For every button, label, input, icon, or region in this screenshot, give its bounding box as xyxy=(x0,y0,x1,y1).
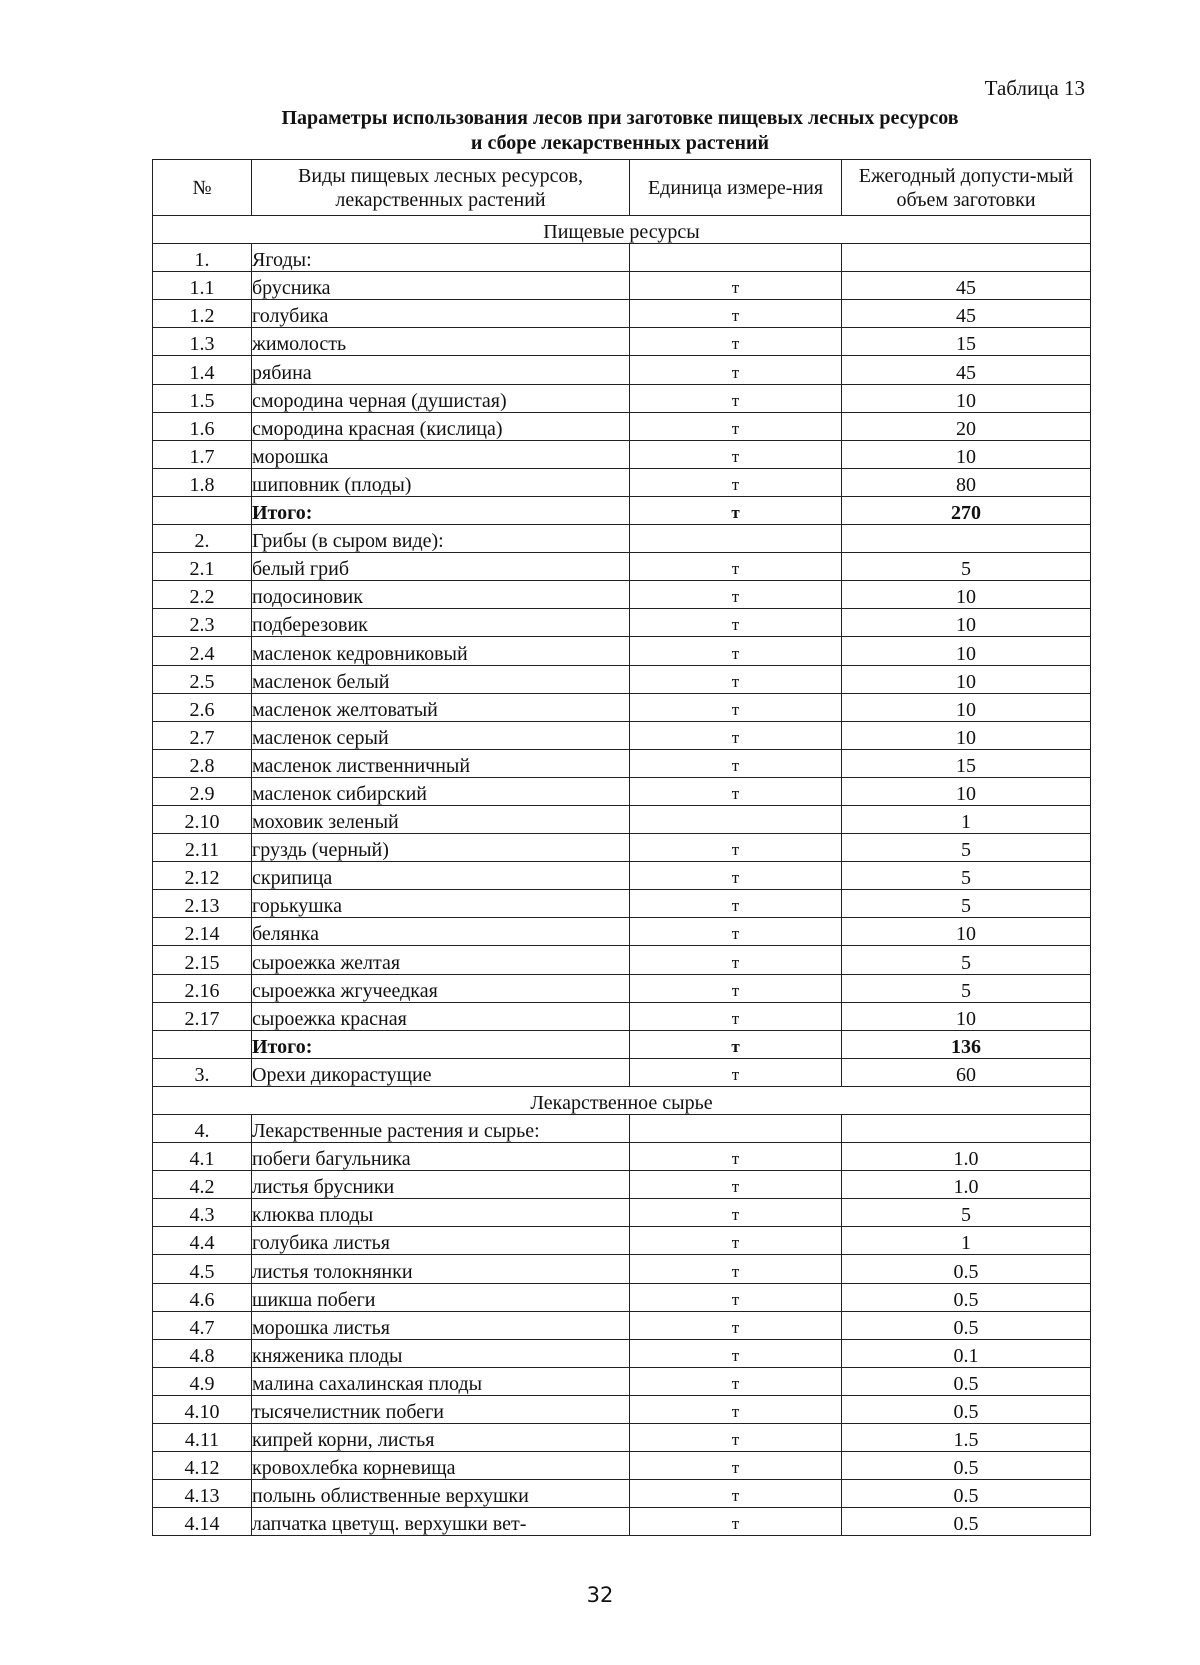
table-row xyxy=(153,1508,1091,1536)
volume-cell: 0.5 xyxy=(842,1311,1091,1339)
volume-cell: 20 xyxy=(842,412,1091,440)
section-heading: Лекарственное сырье xyxy=(153,1086,1091,1114)
volume-cell: 10 xyxy=(842,637,1091,665)
row-number-cell: 2.12 xyxy=(153,862,252,890)
total-row xyxy=(153,496,1091,524)
volume-cell: 136 xyxy=(842,1030,1091,1058)
volume-cell: 45 xyxy=(842,356,1091,384)
unit-cell: т xyxy=(630,1367,842,1395)
row-number-cell: 2.5 xyxy=(153,665,252,693)
unit-cell: т xyxy=(630,1424,842,1452)
row-number-cell: 1.1 xyxy=(153,272,252,300)
resource-name-cell: Итого: xyxy=(252,1030,630,1058)
unit-cell: т xyxy=(630,1255,842,1283)
row-number-cell: 1.3 xyxy=(153,328,252,356)
resource-name-cell: княженика плоды xyxy=(252,1339,630,1367)
row-number-cell: 1.4 xyxy=(153,356,252,384)
unit-cell: т xyxy=(630,693,842,721)
table-row xyxy=(153,440,1091,468)
unit-cell: т xyxy=(630,496,842,524)
volume-cell: 10 xyxy=(842,581,1091,609)
row-number-cell: 2.14 xyxy=(153,918,252,946)
header-row xyxy=(153,160,1091,216)
row-number-cell: 4.14 xyxy=(153,1508,252,1536)
volume-cell: 5 xyxy=(842,553,1091,581)
volume-cell: 10 xyxy=(842,384,1091,412)
unit-cell: т xyxy=(630,890,842,918)
resource-name-cell: Орехи дикорастущие xyxy=(252,1058,630,1086)
table-body xyxy=(153,216,1091,1536)
table-row xyxy=(153,974,1091,1002)
resource-name-cell: брусника xyxy=(252,272,630,300)
table-row xyxy=(153,1058,1091,1086)
resource-name-cell: масленок лиственничный xyxy=(252,749,630,777)
resource-name-cell: рябина xyxy=(252,356,630,384)
unit-cell: т xyxy=(630,300,842,328)
unit-cell: т xyxy=(630,609,842,637)
volume-cell: 5 xyxy=(842,890,1091,918)
volume-cell: 1.0 xyxy=(842,1143,1091,1171)
row-number-cell: 2.3 xyxy=(153,609,252,637)
unit-cell: т xyxy=(630,1480,842,1508)
resource-name-cell: листья толокнянки xyxy=(252,1255,630,1283)
volume-cell: 1 xyxy=(842,805,1091,833)
table-row xyxy=(153,890,1091,918)
table-row xyxy=(153,749,1091,777)
table-row xyxy=(153,553,1091,581)
section-heading-row xyxy=(153,216,1091,244)
row-number-cell: 2.11 xyxy=(153,834,252,862)
volume-cell: 10 xyxy=(842,918,1091,946)
total-row xyxy=(153,1030,1091,1058)
unit-cell: т xyxy=(630,777,842,805)
section-heading: Пищевые ресурсы xyxy=(153,216,1091,244)
resource-name-cell: Итого: xyxy=(252,496,630,524)
unit-cell: т xyxy=(630,1283,842,1311)
volume-cell: 0.1 xyxy=(842,1339,1091,1367)
row-number-cell: 2.15 xyxy=(153,946,252,974)
volume-cell: 10 xyxy=(842,1002,1091,1030)
volume-cell: 5 xyxy=(842,1199,1091,1227)
resource-name-cell: листья брусники xyxy=(252,1171,630,1199)
row-number-cell: 4.6 xyxy=(153,1283,252,1311)
volume-cell: 5 xyxy=(842,862,1091,890)
volume-cell: 10 xyxy=(842,440,1091,468)
table-row xyxy=(153,805,1091,833)
row-number-cell: 2.8 xyxy=(153,749,252,777)
resource-name-cell: масленок белый xyxy=(252,665,630,693)
resource-name-cell: белянка xyxy=(252,918,630,946)
table-row xyxy=(153,1002,1091,1030)
resource-name-cell: сыроежка желтая xyxy=(252,946,630,974)
unit-cell: т xyxy=(630,918,842,946)
table-row xyxy=(153,468,1091,496)
unit-cell: т xyxy=(630,1171,842,1199)
row-number-cell: 2.13 xyxy=(153,890,252,918)
resource-name-cell: сыроежка красная xyxy=(252,1002,630,1030)
resource-name-cell: шикша побеги xyxy=(252,1283,630,1311)
page-number: 32 xyxy=(586,1583,614,1607)
section-heading-row xyxy=(153,1086,1091,1114)
unit-cell: т xyxy=(630,553,842,581)
volume-cell: 45 xyxy=(842,272,1091,300)
resource-name-cell: масленок желтоватый xyxy=(252,693,630,721)
row-number-cell xyxy=(153,1030,252,1058)
row-number-cell: 2.6 xyxy=(153,693,252,721)
table-row xyxy=(153,1395,1091,1423)
unit-cell: т xyxy=(630,1143,842,1171)
unit-cell: т xyxy=(630,1452,842,1480)
resource-name-cell: смородина черная (душистая) xyxy=(252,384,630,412)
table-row xyxy=(153,637,1091,665)
volume-cell: 1 xyxy=(842,1227,1091,1255)
resource-name-cell: побеги багульника xyxy=(252,1143,630,1171)
unit-cell: т xyxy=(630,1395,842,1423)
resource-name-cell: лапчатка цветущ. верхушки вет- xyxy=(252,1508,630,1536)
unit-cell xyxy=(630,525,842,553)
resource-name-cell: шиповник (плоды) xyxy=(252,468,630,496)
row-number-cell: 4.8 xyxy=(153,1339,252,1367)
table-row xyxy=(153,862,1091,890)
volume-cell: 0.5 xyxy=(842,1367,1091,1395)
column-header-unit: Единица измере-ния xyxy=(630,160,842,216)
volume-cell: 0.5 xyxy=(842,1395,1091,1423)
table-row xyxy=(153,777,1091,805)
volume-cell: 10 xyxy=(842,777,1091,805)
row-number-cell: 4.2 xyxy=(153,1171,252,1199)
table-row xyxy=(153,665,1091,693)
resource-name-cell: голубика листья xyxy=(252,1227,630,1255)
resource-name-cell: масленок серый xyxy=(252,721,630,749)
resource-name-cell: горькушка xyxy=(252,890,630,918)
resource-name-cell: жимолость xyxy=(252,328,630,356)
table-row xyxy=(153,1311,1091,1339)
table-row xyxy=(153,525,1091,553)
row-number-cell: 1. xyxy=(153,244,252,272)
column-header-resource-type: Виды пищевых лесных ресурсов, лекарственных растений xyxy=(252,160,630,216)
table-row xyxy=(153,1283,1091,1311)
volume-cell: 45 xyxy=(842,300,1091,328)
resource-name-cell: морошка xyxy=(252,440,630,468)
row-number-cell: 4.12 xyxy=(153,1452,252,1480)
table-title-line-1: Параметры использования лесов при заготовке пищевых лесных ресурсов xyxy=(281,107,959,129)
volume-cell: 0.5 xyxy=(842,1452,1091,1480)
unit-cell: т xyxy=(630,834,842,862)
unit-cell: т xyxy=(630,1030,842,1058)
volume-cell: 270 xyxy=(842,496,1091,524)
row-number-cell: 2.1 xyxy=(153,553,252,581)
unit-cell: т xyxy=(630,1339,842,1367)
row-number-cell: 4.1 xyxy=(153,1143,252,1171)
volume-cell: 15 xyxy=(842,328,1091,356)
table-row xyxy=(153,721,1091,749)
table-row xyxy=(153,1143,1091,1171)
table-row xyxy=(153,946,1091,974)
resource-name-cell: кипрей корни, листья xyxy=(252,1424,630,1452)
row-number-cell: 2.2 xyxy=(153,581,252,609)
row-number-cell: 2. xyxy=(153,525,252,553)
row-number-cell: 2.4 xyxy=(153,637,252,665)
row-number-cell: 4.4 xyxy=(153,1227,252,1255)
row-number-cell: 1.8 xyxy=(153,468,252,496)
volume-cell: 5 xyxy=(842,946,1091,974)
volume-cell: 1.0 xyxy=(842,1171,1091,1199)
volume-cell: 60 xyxy=(842,1058,1091,1086)
resource-name-cell: белый гриб xyxy=(252,553,630,581)
volume-cell: 80 xyxy=(842,468,1091,496)
unit-cell xyxy=(630,1115,842,1143)
table-row xyxy=(153,581,1091,609)
table-row xyxy=(153,1171,1091,1199)
volume-cell: 15 xyxy=(842,749,1091,777)
resource-name-cell: полынь облиственные верхушки xyxy=(252,1480,630,1508)
volume-cell: 0.5 xyxy=(842,1255,1091,1283)
resource-name-cell: Лекарственные растения и сырье: xyxy=(252,1115,630,1143)
resource-name-cell: масленок кедровниковый xyxy=(252,637,630,665)
unit-cell: т xyxy=(630,384,842,412)
unit-cell: т xyxy=(630,637,842,665)
unit-cell: т xyxy=(630,1311,842,1339)
unit-cell: т xyxy=(630,272,842,300)
row-number-cell: 1.7 xyxy=(153,440,252,468)
volume-cell: 10 xyxy=(842,721,1091,749)
volume-cell: 10 xyxy=(842,609,1091,637)
resource-name-cell: подосиновик xyxy=(252,581,630,609)
volume-cell: 1.5 xyxy=(842,1424,1091,1452)
column-header-annual-volume: Ежегодный допусти-мый объем заготовки xyxy=(842,160,1091,216)
table-row xyxy=(153,834,1091,862)
table-title-line-2: и сборе лекарственных растений xyxy=(470,132,770,154)
row-number-cell: 4.10 xyxy=(153,1395,252,1423)
table-row xyxy=(153,693,1091,721)
resource-name-cell: голубика xyxy=(252,300,630,328)
row-number-cell: 2.17 xyxy=(153,1002,252,1030)
volume-cell: 10 xyxy=(842,693,1091,721)
unit-cell: т xyxy=(630,946,842,974)
unit-cell: т xyxy=(630,328,842,356)
table-row xyxy=(153,1480,1091,1508)
unit-cell: т xyxy=(630,1002,842,1030)
table-row xyxy=(153,1367,1091,1395)
table-row xyxy=(153,272,1091,300)
unit-cell: т xyxy=(630,862,842,890)
unit-cell xyxy=(630,805,842,833)
resource-name-cell: морошка листья xyxy=(252,1311,630,1339)
table-row xyxy=(153,1227,1091,1255)
row-number-cell: 1.6 xyxy=(153,412,252,440)
unit-cell: т xyxy=(630,581,842,609)
table-row xyxy=(153,300,1091,328)
table-row xyxy=(153,1452,1091,1480)
unit-cell: т xyxy=(630,665,842,693)
unit-cell xyxy=(630,244,842,272)
volume-cell xyxy=(842,525,1091,553)
table-row xyxy=(153,244,1091,272)
row-number-cell: 4.9 xyxy=(153,1367,252,1395)
unit-cell: т xyxy=(630,1508,842,1536)
unit-cell: т xyxy=(630,749,842,777)
unit-cell: т xyxy=(630,468,842,496)
row-number-cell: 4.13 xyxy=(153,1480,252,1508)
row-number-cell: 2.16 xyxy=(153,974,252,1002)
resource-name-cell: Грибы (в сыром виде): xyxy=(252,525,630,553)
resource-name-cell: кровохлебка корневища xyxy=(252,1452,630,1480)
resource-name-cell: груздь (черный) xyxy=(252,834,630,862)
table-row xyxy=(153,412,1091,440)
table-header xyxy=(153,160,1091,216)
column-header-number: № xyxy=(153,160,252,216)
unit-cell: т xyxy=(630,412,842,440)
row-number-cell: 3. xyxy=(153,1058,252,1086)
row-number-cell: 4.5 xyxy=(153,1255,252,1283)
row-number-cell: 4. xyxy=(153,1115,252,1143)
resource-name-cell: тысячелистник побеги xyxy=(252,1395,630,1423)
unit-cell: т xyxy=(630,440,842,468)
unit-cell: т xyxy=(630,1058,842,1086)
resources-table xyxy=(152,159,1091,1536)
row-number-cell xyxy=(153,496,252,524)
resource-name-cell: малина сахалинская плоды xyxy=(252,1367,630,1395)
row-number-cell: 4.11 xyxy=(153,1424,252,1452)
table-row xyxy=(153,918,1091,946)
volume-cell xyxy=(842,1115,1091,1143)
unit-cell: т xyxy=(630,721,842,749)
resource-name-cell: подберезовик xyxy=(252,609,630,637)
table-row xyxy=(153,1339,1091,1367)
unit-cell: т xyxy=(630,1199,842,1227)
volume-cell: 0.5 xyxy=(842,1480,1091,1508)
table-row xyxy=(153,1115,1091,1143)
volume-cell xyxy=(842,244,1091,272)
row-number-cell: 1.5 xyxy=(153,384,252,412)
unit-cell: т xyxy=(630,974,842,1002)
table-row xyxy=(153,356,1091,384)
unit-cell: т xyxy=(630,1227,842,1255)
table-number-label: Таблица 13 xyxy=(984,76,1085,100)
row-number-cell: 2.10 xyxy=(153,805,252,833)
table-row xyxy=(153,384,1091,412)
table-title xyxy=(150,106,1090,156)
table-row xyxy=(153,328,1091,356)
row-number-cell: 4.3 xyxy=(153,1199,252,1227)
unit-cell: т xyxy=(630,356,842,384)
table-row xyxy=(153,609,1091,637)
resource-name-cell: сыроежка жгучеедкая xyxy=(252,974,630,1002)
resource-name-cell: скрипица xyxy=(252,862,630,890)
volume-cell: 5 xyxy=(842,834,1091,862)
volume-cell: 0.5 xyxy=(842,1508,1091,1536)
resource-name-cell: клюква плоды xyxy=(252,1199,630,1227)
table-row xyxy=(153,1424,1091,1452)
resource-name-cell: Ягоды: xyxy=(252,244,630,272)
resource-name-cell: масленок сибирский xyxy=(252,777,630,805)
row-number-cell: 4.7 xyxy=(153,1311,252,1339)
volume-cell: 5 xyxy=(842,974,1091,1002)
volume-cell: 10 xyxy=(842,665,1091,693)
table-row xyxy=(153,1255,1091,1283)
row-number-cell: 1.2 xyxy=(153,300,252,328)
table-row xyxy=(153,1199,1091,1227)
row-number-cell: 2.7 xyxy=(153,721,252,749)
volume-cell: 0.5 xyxy=(842,1283,1091,1311)
row-number-cell: 2.9 xyxy=(153,777,252,805)
resource-name-cell: моховик зеленый xyxy=(252,805,630,833)
resource-name-cell: смородина красная (кислица) xyxy=(252,412,630,440)
